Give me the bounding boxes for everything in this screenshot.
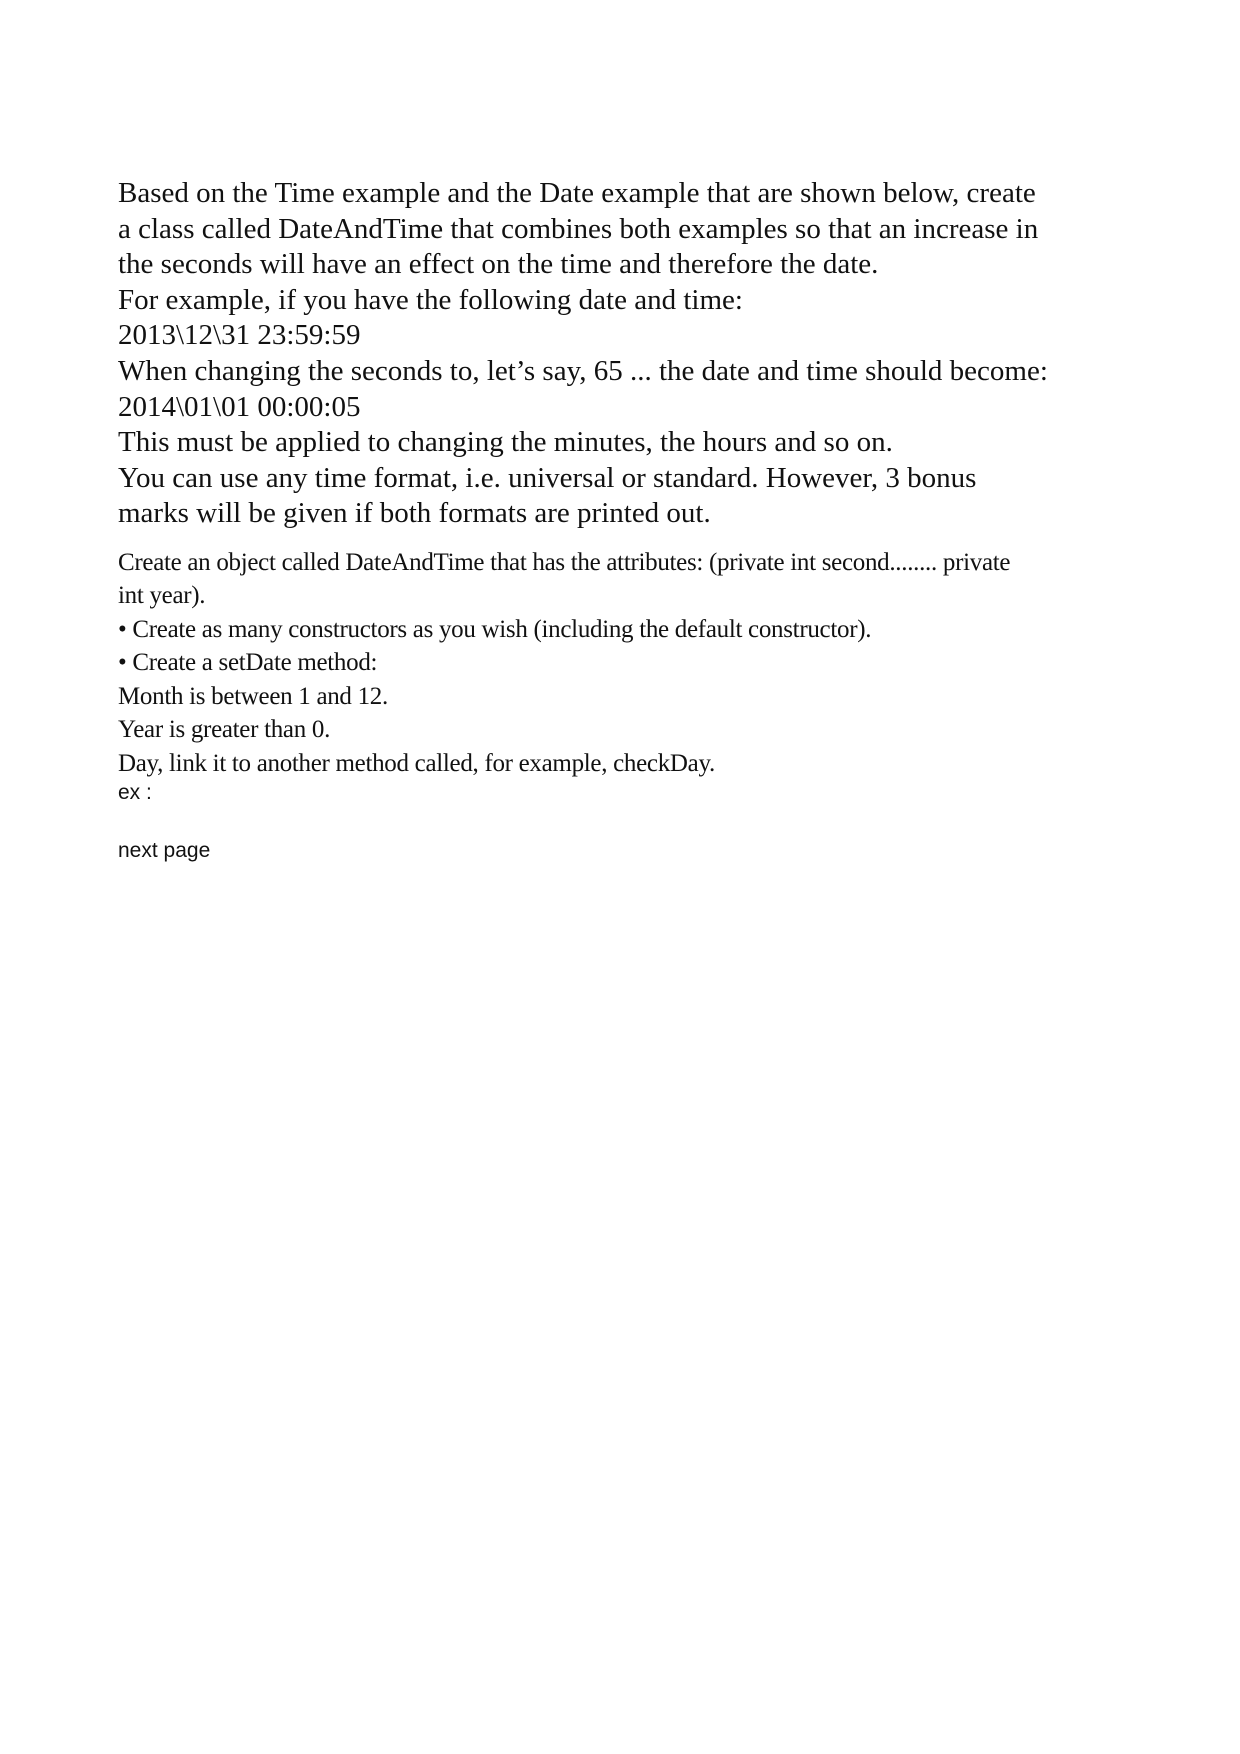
document-content bbox=[118, 176, 1138, 864]
intro-line-3: the seconds will have an effect on the time and therefore the date. bbox=[118, 248, 879, 281]
assignment-intro bbox=[118, 176, 1138, 532]
intro-line-4: For example, if you have the following date and time: bbox=[118, 283, 743, 316]
intro-line-8: This must be applied to changing the minutes, the hours and so on. bbox=[118, 426, 893, 459]
attributes-line-2: int year). bbox=[118, 582, 206, 610]
month-rule: Month is between 1 and 12. bbox=[118, 682, 388, 710]
next-page-text: next page bbox=[118, 839, 211, 863]
year-rule: Year is greater than 0. bbox=[118, 716, 331, 744]
bullet-setdate: • Create a setDate method: bbox=[118, 649, 378, 677]
assignment-details bbox=[118, 546, 1138, 865]
example-date-before: 2013\12\31 23:59:59 bbox=[118, 319, 361, 352]
intro-line-10: marks will be given if both formats are printed out. bbox=[118, 497, 711, 530]
bullet-constructors: • Create as many constructors as you wish (including the default constructor). bbox=[118, 615, 872, 643]
intro-line-1: Based on the Time example and the Date example that are shown below, create bbox=[118, 177, 1036, 209]
intro-line-6: When changing the seconds to, let’s say, 65 ... the date and time should become: bbox=[118, 354, 1048, 387]
example-date-after: 2014\01\01 00:00:05 bbox=[118, 390, 361, 423]
attributes-line-1: Create an object called DateAndTime that has the attributes: (private int second........ private bbox=[118, 548, 1011, 576]
ex-label: ex : bbox=[118, 781, 152, 805]
intro-line-2: a class called DateAndTime that combines both examples so that an increase in bbox=[118, 212, 1039, 245]
day-rule: Day, link it to another method called, for example, checkDay. bbox=[118, 749, 715, 777]
intro-line-9: You can use any time format, i.e. universal or standard. However, 3 bonus bbox=[118, 461, 977, 494]
